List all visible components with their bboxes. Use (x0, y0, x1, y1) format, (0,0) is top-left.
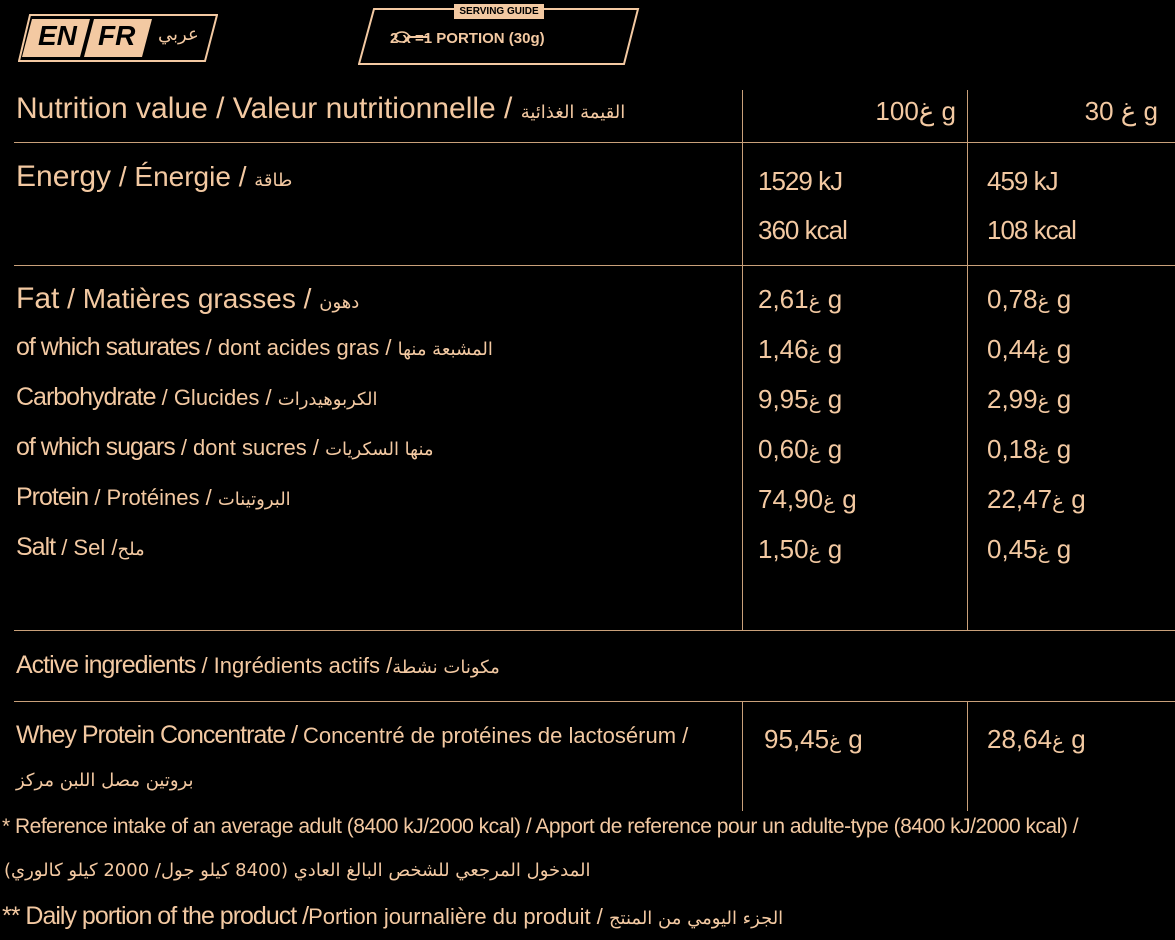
unit-ghain: غ (1037, 539, 1050, 563)
value-100g (758, 284, 841, 315)
value-100g (758, 334, 841, 365)
divider (14, 142, 1175, 143)
nutrient-ar: البروتينات (217, 489, 291, 510)
lang-en-button[interactable]: EN (38, 20, 77, 51)
nutrient-en: of which saturates (16, 333, 200, 361)
whey-label (16, 721, 688, 750)
value-text: 0,78 g (987, 284, 1071, 314)
value-30g (987, 534, 1070, 565)
active-ar: مكونات نشطة (392, 657, 500, 678)
value-text: 2,99 g (987, 384, 1071, 414)
active-ingredients-heading (16, 651, 500, 680)
serving-text (390, 30, 545, 47)
divider (14, 701, 1175, 702)
energy-ar: طاقة (254, 170, 293, 191)
unit-ghain: غ (829, 729, 842, 753)
nutrient-ar: دهون (319, 292, 360, 313)
energy-label (16, 160, 292, 194)
value-text: 95,45 g (764, 724, 862, 754)
language-selector (18, 14, 218, 62)
value-30g (987, 484, 1085, 515)
lang-ar-button[interactable]: عربي (158, 24, 199, 45)
value-100g (758, 434, 841, 465)
energy-kj-100: 1529 kJ (758, 166, 843, 196)
unit-ghain: غ (1052, 489, 1065, 513)
value-text: 22,47 g (987, 484, 1085, 514)
nutrient-ar: ملح (117, 539, 145, 560)
active-en: Active ingredients (16, 651, 196, 679)
nutrient-en: Protein (16, 483, 89, 511)
unit-ghain: غ (808, 439, 821, 463)
value-text: 28,64 g (987, 724, 1085, 754)
nutrient-fr: / Glucides / (155, 385, 278, 410)
value-text: 0,60 g (758, 434, 842, 464)
serving-guide-title: SERVING GUIDE (459, 6, 539, 17)
energy-kcal-30: 108 kcal (987, 215, 1076, 245)
scoop-icon (394, 30, 430, 44)
whey-ar: بروتين مصل اللبن مركز (16, 770, 194, 791)
active-fr: / Ingrédients actifs / (195, 653, 393, 678)
whey-fr: Concentré de protéines de lactosérum / (303, 723, 689, 748)
serving-guide (358, 4, 640, 66)
footnote-reference-ar: المدخول المرجعي للشخص البالغ العادي (8400 كيلو جول/ 2000 كيلو كالوري) (4, 860, 591, 881)
whey-en: Whey Protein Concentrate / (16, 721, 304, 749)
whey-value-100g (764, 724, 862, 755)
nutrient-en: Salt (16, 533, 56, 561)
unit-ghain: غ (808, 389, 821, 413)
title-en: Nutrition value / Valeur nutritionnelle / (16, 92, 521, 125)
unit-ghain: غ (808, 539, 821, 563)
nutrient-en: Carbohydrate (16, 383, 156, 411)
energy-fr: / Énergie / (111, 161, 255, 192)
divider (14, 265, 1175, 266)
value-text: 1,50 g (758, 534, 842, 564)
nutrient-fr: / Sel / (55, 535, 118, 560)
value-30g (987, 434, 1070, 465)
nutrient-en: Fat (16, 282, 60, 315)
divider (14, 630, 1175, 631)
daily-ar: الجزء اليومي من المنتج (608, 908, 784, 929)
value-text: 0,18 g (987, 434, 1071, 464)
energy-en: Energy (16, 160, 112, 193)
unit-ghain: غ (808, 289, 821, 313)
unit-ghain: غ (823, 489, 836, 513)
value-text: 2,61 g (758, 284, 842, 314)
unit-ghain: غ (1037, 389, 1050, 413)
footnote-daily (2, 902, 783, 931)
column-header-100g: غ100 g (875, 96, 955, 126)
daily-en: ** Daily portion of the product / (2, 902, 309, 930)
column-divider (742, 701, 743, 811)
nutrient-row-saturates (16, 333, 493, 362)
unit-ghain: غ (1037, 289, 1050, 313)
nutrient-ar: المشبعة منها (397, 339, 493, 360)
value-100g (758, 384, 841, 415)
unit-ghain: غ (808, 339, 821, 363)
nutrient-en: of which sugars (16, 433, 175, 461)
value-30g (987, 284, 1070, 315)
nutrient-row-salt (16, 533, 145, 562)
column-divider (967, 701, 968, 811)
column-divider (967, 90, 968, 630)
nutrient-fr: / dont acides gras / (199, 335, 398, 360)
value-30g (987, 384, 1070, 415)
nutrient-ar: الكربوهيدرات (277, 389, 378, 410)
unit-ghain: غ (1037, 439, 1050, 463)
value-100g (758, 534, 841, 565)
energy-kj-30: 459 kJ (987, 166, 1058, 196)
serving-suffix: =1 PORTION (30g) (415, 30, 545, 47)
nutrient-row-fat (16, 282, 359, 316)
column-header-30g: غ 30 g (1084, 96, 1157, 126)
nutrient-ar: منها السكريات (325, 439, 434, 460)
value-text: 74,90 g (758, 484, 856, 514)
footnote-reference: * Reference intake of an average adult (8400 kJ/2000 kcal) / Apport de reference pour un adulte-type (8400 kJ/2000 kcal) / (2, 815, 1079, 838)
nutrient-fr: / Matières grasses / (59, 283, 320, 314)
value-30g (987, 334, 1070, 365)
nutrient-row-carbohydrate (16, 383, 377, 412)
daily-fr: Portion journalière du produit / (308, 904, 609, 929)
table-title (16, 92, 625, 126)
nutrient-row-sugars (16, 433, 434, 462)
nutrient-fr: / Protéines / (88, 485, 218, 510)
value-text: 9,95 g (758, 384, 842, 414)
value-text: 0,45 g (987, 534, 1071, 564)
nutrient-fr: / dont sucres / (174, 435, 326, 460)
unit-ghain: غ (1037, 339, 1050, 363)
serving-prefix: 2 x (390, 30, 411, 47)
energy-kcal-100: 360 kcal (758, 215, 847, 245)
lang-fr-button[interactable]: FR (98, 20, 136, 51)
column-divider (742, 90, 743, 630)
value-text: 0,44 g (987, 334, 1071, 364)
unit-ghain: غ (1052, 729, 1065, 753)
value-text: 1,46 g (758, 334, 842, 364)
nutrient-row-protein (16, 483, 291, 512)
title-ar: القيمة الغذائية (520, 102, 626, 123)
whey-value-30g (987, 724, 1085, 755)
value-100g (758, 484, 856, 515)
